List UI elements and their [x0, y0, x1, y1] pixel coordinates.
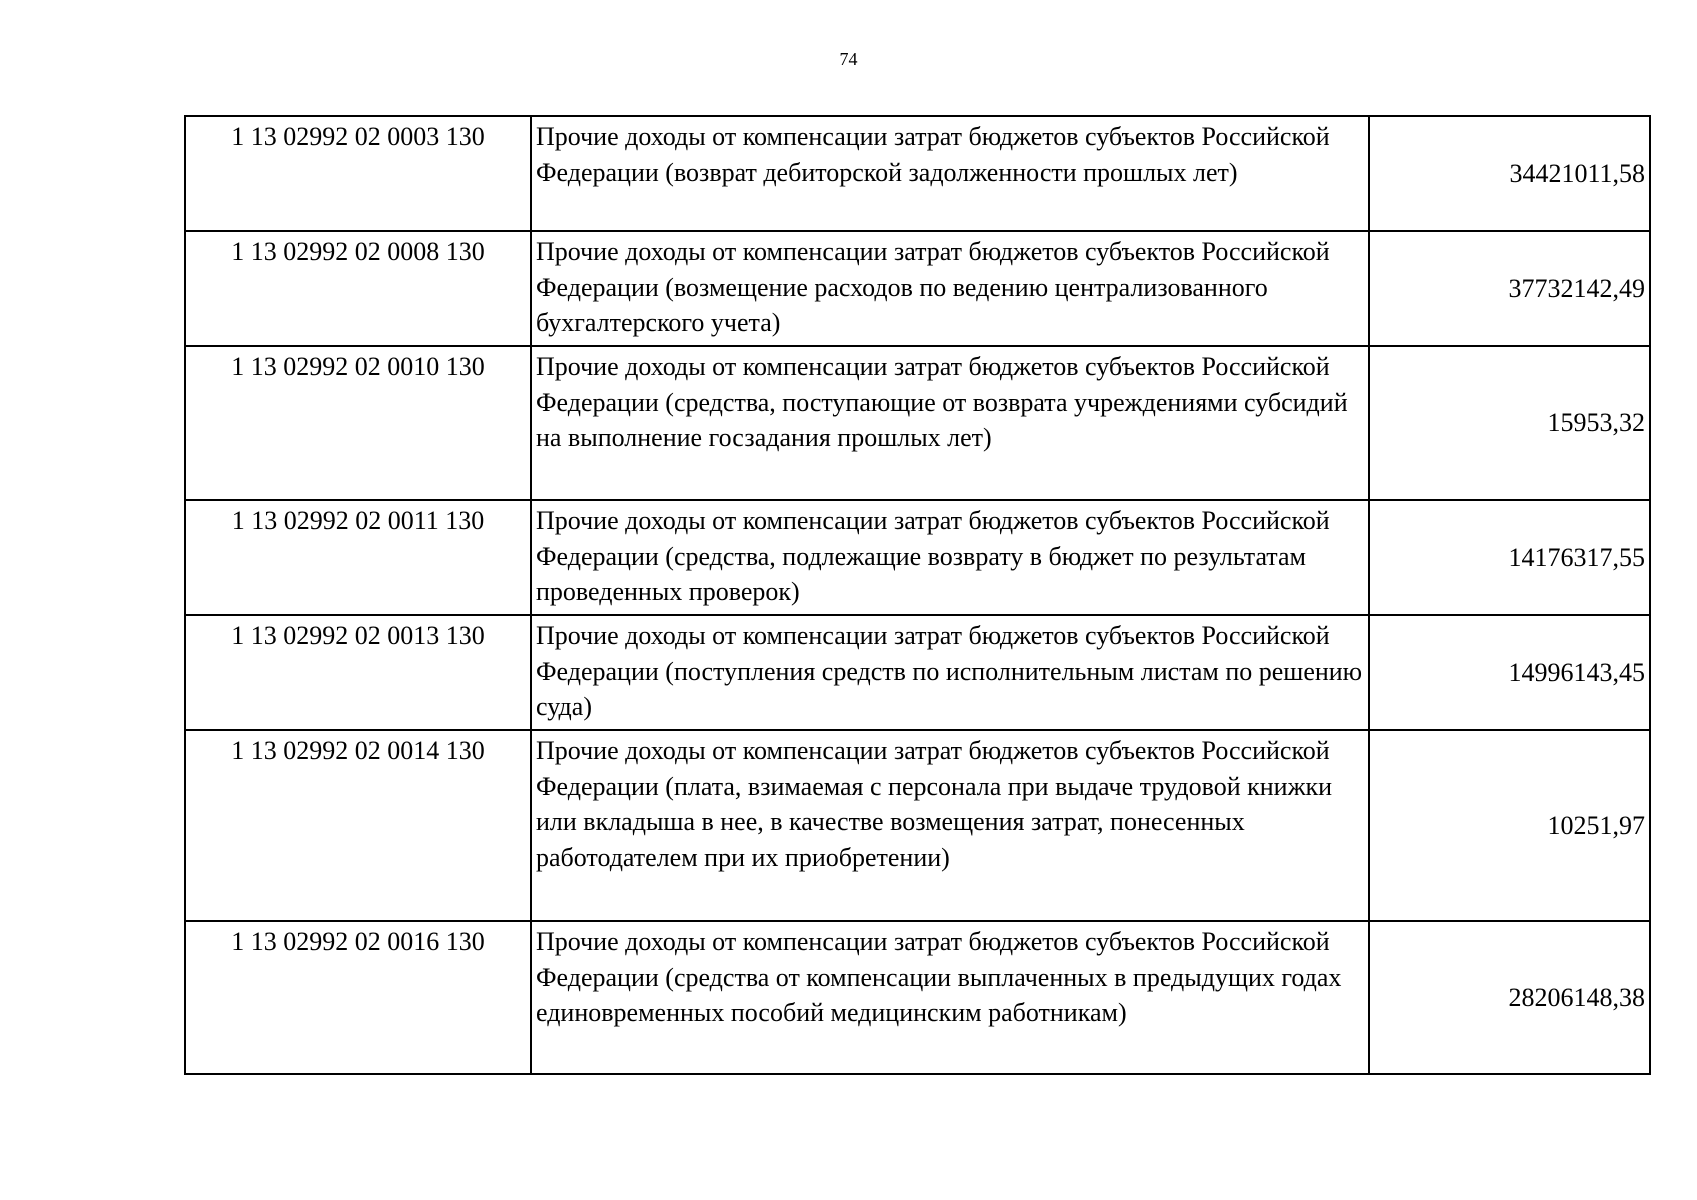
amount-cell	[1369, 231, 1650, 346]
description-cell	[531, 231, 1369, 346]
table-row	[185, 346, 1650, 500]
table-row	[185, 921, 1650, 1074]
budget-code: 1 13 02992 02 0016 130	[231, 927, 485, 956]
budget-code: 1 13 02992 02 0011 130	[231, 506, 485, 535]
revenue-description: Прочие доходы от компенсации затрат бюджетов субъектов Российской Федерации (средства, поступающие от возврата учреждениями субсидий на выполнение госзадания прошлых лет)	[536, 352, 1348, 452]
revenue-description: Прочие доходы от компенсации затрат бюджетов субъектов Российской Федерации (возмещение расходов по ведению централизованного бухгалтерского учета)	[536, 237, 1330, 337]
budget-revenue-table	[184, 115, 1651, 1075]
revenue-amount: 34421011,58	[1509, 158, 1645, 188]
code-cell	[185, 730, 531, 921]
amount-cell	[1369, 116, 1650, 231]
table-row	[185, 615, 1650, 730]
revenue-description: Прочие доходы от компенсации затрат бюджетов субъектов Российской Федерации (возврат дебиторской задолженности прошлых лет)	[536, 122, 1330, 187]
amount-cell	[1369, 921, 1650, 1074]
revenue-amount: 15953,32	[1547, 408, 1645, 438]
code-cell	[185, 615, 531, 730]
amount-cell	[1369, 500, 1650, 615]
amount-cell	[1369, 346, 1650, 500]
code-cell	[185, 231, 531, 346]
budget-code: 1 13 02992 02 0010 130	[231, 352, 485, 381]
page-number: 74	[839, 49, 858, 69]
description-cell	[531, 730, 1369, 921]
budget-code: 1 13 02992 02 0013 130	[231, 621, 485, 650]
revenue-description: Прочие доходы от компенсации затрат бюджетов субъектов Российской Федерации (средства, подлежащие возврату в бюджет по результатам проведенных проверок)	[536, 506, 1330, 606]
amount-cell	[1369, 730, 1650, 921]
description-cell	[531, 500, 1369, 615]
revenue-description: Прочие доходы от компенсации затрат бюджетов субъектов Российской Федерации (плата, взимаемая с персонала при выдаче трудовой книжки или вкладыша в нее, в качестве возмещения затрат, понесенных работодателем при их приобретении)	[536, 736, 1333, 872]
amount-cell	[1369, 615, 1650, 730]
budget-code: 1 13 02992 02 0008 130	[231, 237, 485, 266]
revenue-amount: 10251,97	[1547, 810, 1645, 840]
code-cell	[185, 116, 531, 231]
code-cell	[185, 921, 531, 1074]
description-cell	[531, 116, 1369, 231]
revenue-amount: 37732142,49	[1508, 273, 1645, 303]
description-cell	[531, 921, 1369, 1074]
revenue-description: Прочие доходы от компенсации затрат бюджетов субъектов Российской Федерации (средства от компенсации выплаченных в предыдущих годах единовременных пособий медицинским работникам)	[536, 927, 1342, 1027]
budget-code: 1 13 02992 02 0014 130	[231, 736, 485, 765]
code-cell	[185, 500, 531, 615]
budget-code: 1 13 02992 02 0003 130	[231, 122, 485, 151]
table-row	[185, 231, 1650, 346]
table-row	[185, 500, 1650, 615]
table-row	[185, 730, 1650, 921]
revenue-description: Прочие доходы от компенсации затрат бюджетов субъектов Российской Федерации (поступления средств по исполнительным листам по решению суда)	[536, 621, 1363, 721]
revenue-amount: 14176317,55	[1508, 542, 1645, 572]
code-cell	[185, 346, 531, 500]
revenue-amount: 28206148,38	[1508, 982, 1645, 1012]
description-cell	[531, 346, 1369, 500]
revenue-amount: 14996143,45	[1508, 657, 1645, 687]
description-cell	[531, 615, 1369, 730]
table-row	[185, 116, 1650, 231]
